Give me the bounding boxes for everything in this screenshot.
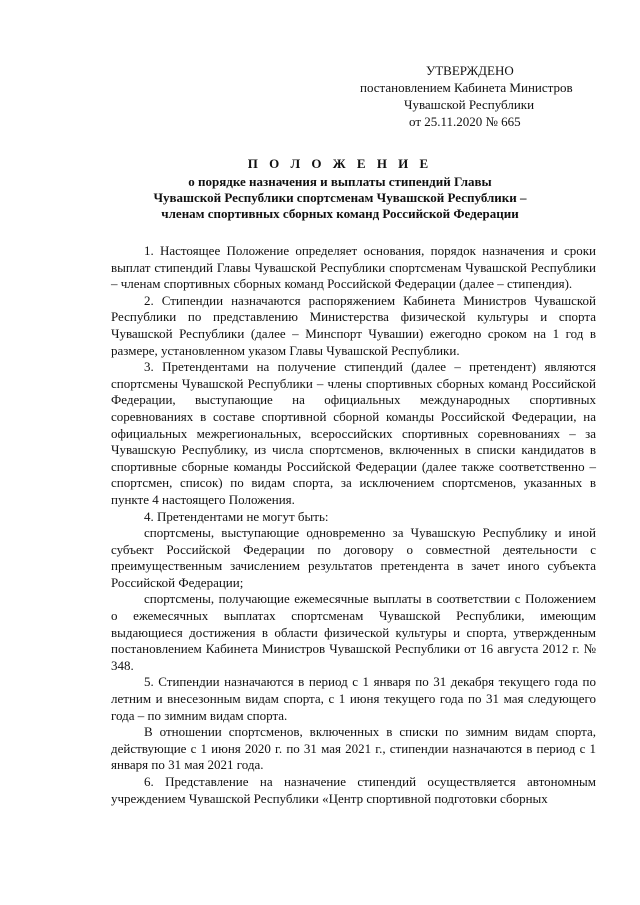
document-heading: П О Л О Ж Е Н И Е <box>247 156 433 171</box>
document-subtitle-line-2: Чувашской Республики спортсменам Чувашской Республики – <box>153 190 527 205</box>
approval-authority: постановлением Кабинета Министров <box>360 80 573 95</box>
paragraph-1: 1. Настоящее Положение определяет основания, порядок назначения и сроки выплат стипендий Главы Чувашской Республики спортсменам Чувашской Республики – членам спортивных сборных команд Российской Федерации (далее – стипендия). <box>111 243 596 292</box>
document-subtitle-line-1: о порядке назначения и выплаты стипендий Главы <box>188 174 492 189</box>
paragraph-2: 2. Стипендии назначаются распоряжением Кабинета Министров Чувашской Республики по представлению Министерства физической культуры и спорта Чувашской Республики (далее – Минспорт Чувашии) ежегодно сроком на 1 год в размере, установленном указом Главы Чувашской Республики. <box>111 292 596 358</box>
document-body <box>111 243 596 807</box>
paragraph-4-item-2: спортсмены, получающие ежемесячные выплаты в соответствии с Положением о ежемесячных выплатах спортсменам Чувашской Республики, имеющим выдающиеся достижения в области физической культуры и спорта, утвержденным постановлением Кабинета Министров Чувашской Республики от 16 августа 2012 г. № 348. <box>111 591 596 673</box>
paragraph-4-item-1: спортсмены, выступающие одновременно за Чувашскую Республику и иной субъект Российской Федерации по договору о совместной деятельности с преимущественным зачислением результатов претендента в зачет иного субъекта Российской Федерации; <box>111 525 596 590</box>
paragraph-5: 5. Стипендии назначаются в период с 1 января по 31 декабря текущего года по летним и внесезонным видам спорта, с 1 июня текущего года по 31 мая следующего года – по зимним видам спорта. <box>111 674 596 723</box>
paragraph-3: 3. Претендентами на получение стипендий (далее – претендент) являются спортсмены Чувашской Республики – члены спортивных сборных команд Российской Федерации, выступающие на официальных международных спортивных соревнованиях в составе спортивной сборной команды Российской Федерации, на официальных межрегиональных, всероссийских спортивных соревнованиях – за Чувашскую Республику, из числа спортсменов, включенных в списки кандидатов в спортивные сборные команды Российской Федерации (далее также соответственно – спортсмен, список) по видам спорта, за исключением спортсменов, указанных в пункте 4 настоящего Положения. <box>111 359 596 507</box>
document-subtitle-line-3: членам спортивных сборных команд Российской Федерации <box>161 206 519 221</box>
paragraph-4: 4. Претендентами не могут быть: <box>144 508 329 524</box>
document-title <box>100 156 580 222</box>
approval-region: Чувашской Республики <box>404 97 535 112</box>
paragraph-5-note: В отношении спортсменов, включенных в списки по зимним видам спорта, действующие с 1 июня 2020 г. по 31 мая 2021 г., стипендии назначаются в период с 1 января по 31 мая 2021 года. <box>111 724 596 773</box>
approval-title: УТВЕРЖДЕНО <box>426 63 514 78</box>
approval-date-number: от 25.11.2020 № 665 <box>409 114 521 129</box>
approval-stamp <box>360 62 610 130</box>
paragraph-6: 6. Представление на назначение стипендий осуществляется автономным учреждением Чувашской Республики «Центр спортивной подготовки сборных <box>111 774 596 806</box>
